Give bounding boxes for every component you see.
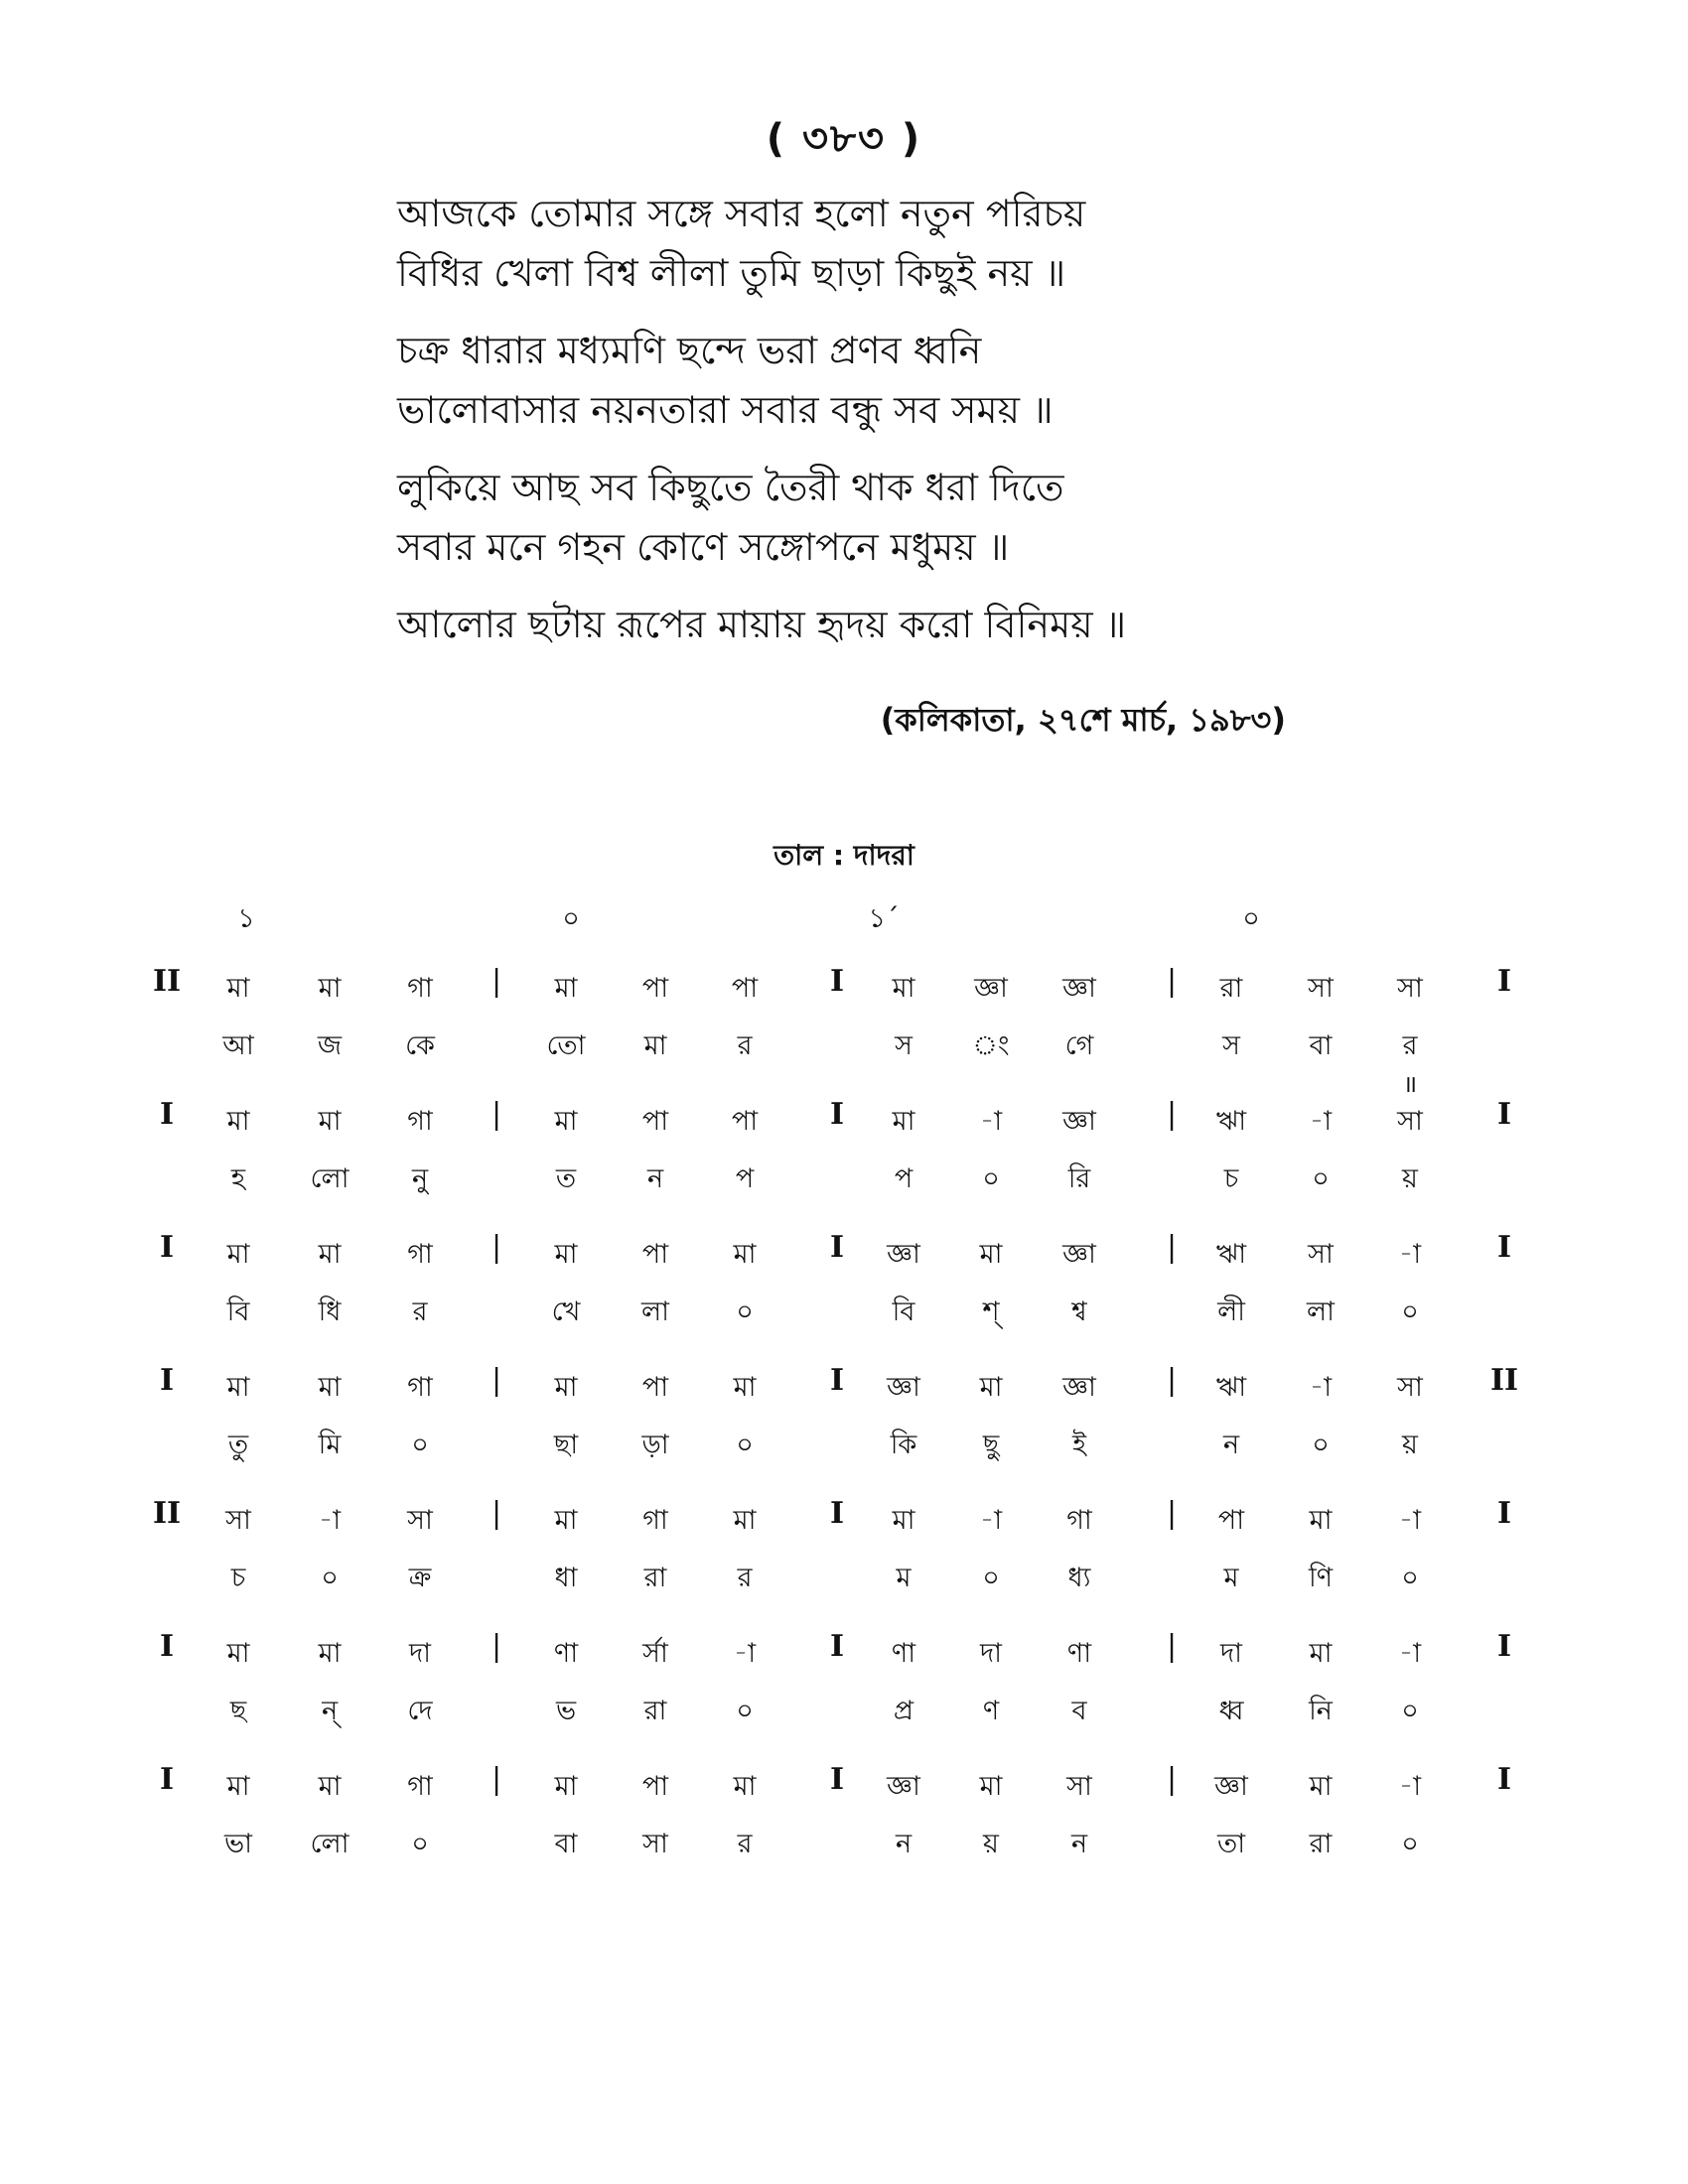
swara-note: মা <box>733 1372 757 1403</box>
lyric-syllable: ম <box>896 1563 912 1593</box>
swara-note: ণা <box>553 1638 579 1669</box>
lyric-syllable: ০ <box>1312 1430 1330 1460</box>
swara-note: -া <box>1398 1638 1422 1669</box>
bar-line: | <box>491 1629 502 1664</box>
swara-note: মা <box>554 1771 578 1802</box>
swara-note: -া <box>1398 1771 1422 1802</box>
swara-note: মা <box>892 1106 915 1137</box>
swara-note: -া <box>1398 1505 1422 1536</box>
bar-line: I <box>159 1363 175 1398</box>
lyric-line: বিধির খেলা বিশ্ব লীলা তুমি ছাড়া কিছুই নয় ॥ <box>397 251 1066 295</box>
swara-note: জ্ঞা <box>887 1239 920 1270</box>
swara-note: সা <box>1066 1771 1092 1802</box>
lyric-syllable: য় <box>983 1829 999 1859</box>
swara-note: পা <box>641 1372 669 1403</box>
swara-note: মা <box>226 973 250 1004</box>
lyric-syllable: য় <box>1402 1430 1418 1460</box>
lyric-syllable: ন <box>895 1829 913 1859</box>
lyric-syllable: ভা <box>224 1829 252 1859</box>
lyric-syllable: ছ <box>229 1696 247 1726</box>
lyric-syllable: ই <box>1071 1430 1087 1460</box>
page-number: ( ৩৮৩ ) <box>766 116 922 162</box>
lyric-syllable: মা <box>643 1030 667 1061</box>
bar-line: II <box>1489 1363 1519 1398</box>
lyric-line: লুকিয়ে আছ সব কিছুতে তৈরী থাক ধরা দিতে <box>397 466 1064 509</box>
swara-note: -া <box>1398 1239 1422 1270</box>
swara-note: সা <box>225 1505 251 1536</box>
lyric-syllable: রা <box>643 1563 667 1593</box>
swara-note: গা <box>407 1106 433 1137</box>
bar-line: | <box>1166 1230 1178 1265</box>
swara-note: পা <box>1217 1505 1245 1536</box>
swara-note: গা <box>407 1771 433 1802</box>
lyric-syllable: ন <box>1070 1829 1088 1859</box>
bar-line: | <box>491 1097 502 1132</box>
bar-line: | <box>491 1762 502 1797</box>
lyric-syllable: ধ্য <box>1067 1563 1091 1593</box>
bar-line: | <box>1166 1762 1178 1797</box>
lyric-syllable: স <box>1222 1030 1240 1061</box>
lyric-syllable: কি <box>890 1430 917 1460</box>
lyric-syllable: তু <box>227 1430 249 1460</box>
bar-line: | <box>491 1363 502 1398</box>
swara-note: গা <box>407 1372 433 1403</box>
swara-note: সা <box>407 1505 433 1536</box>
lyric-syllable: চ <box>1223 1163 1239 1194</box>
lyric-syllable: ০ <box>1401 1297 1419 1327</box>
swara-note: মা <box>318 973 342 1004</box>
bar-line: I <box>1496 1230 1512 1265</box>
swara-note: গা <box>407 1239 433 1270</box>
lyric-syllable: ভ <box>555 1696 577 1726</box>
swara-note: -া <box>979 1106 1003 1137</box>
swara-note: জ্ঞা <box>1062 1239 1096 1270</box>
swara-note: গা <box>1066 1505 1092 1536</box>
swara-note: জ্ঞা <box>887 1372 920 1403</box>
swara-note: মা <box>554 1505 578 1536</box>
lyric-syllable: ০ <box>736 1297 754 1327</box>
swara-note: মা <box>733 1239 757 1270</box>
swara-note: মা <box>554 1372 578 1403</box>
bar-line: I <box>829 1496 845 1531</box>
swara-note: মা <box>318 1239 342 1270</box>
swara-note: ঋা <box>1215 1239 1247 1270</box>
swara-note: মা <box>892 973 915 1004</box>
lyric-syllable: ০ <box>1401 1563 1419 1593</box>
lyric-syllable: গে <box>1064 1030 1094 1061</box>
lyric-syllable: র <box>412 1297 428 1327</box>
lyric-syllable: র <box>737 1030 753 1061</box>
swara-note: পা <box>641 973 669 1004</box>
lyric-line: চক্র ধারার মধ্যমণি ছন্দে ভরা প্রণব ধ্বনি <box>397 329 982 372</box>
swara-note: সা <box>1397 1372 1423 1403</box>
lyric-syllable: প <box>735 1163 755 1194</box>
swara-note: পা <box>731 1106 759 1137</box>
bar-line: I <box>159 1230 175 1265</box>
swara-note: ঋা <box>1215 1106 1247 1137</box>
swara-note: মা <box>979 1372 1003 1403</box>
lyric-syllable: ০ <box>411 1430 429 1460</box>
swara-note: মা <box>1309 1638 1333 1669</box>
lyric-syllable: আ <box>222 1030 254 1061</box>
swara-note: মা <box>733 1505 757 1536</box>
lyric-syllable: হ <box>230 1163 246 1194</box>
bar-line: I <box>829 964 845 999</box>
bar-line: | <box>491 1496 502 1531</box>
lyric-syllable: ০ <box>736 1430 754 1460</box>
bar-line: II <box>152 964 182 999</box>
lyric-line: আলোর ছটায় রূপের মায়ায় হৃদয় করো বিনিময় ॥ <box>397 603 1127 646</box>
swara-note: পা <box>731 973 759 1004</box>
bar-line: I <box>829 1097 845 1132</box>
lyric-syllable: ধ্ব <box>1218 1696 1244 1726</box>
swara-note: র্সা <box>642 1638 668 1669</box>
lyric-syllable: র <box>737 1563 753 1593</box>
swara-note: মা <box>226 1372 250 1403</box>
lyric-line: সবার মনে গহন কোণে সঙ্গোপনে মধুময় ॥ <box>397 525 1010 569</box>
lyric-syllable: মি <box>318 1430 342 1460</box>
swara-note: মা <box>554 1239 578 1270</box>
lyric-line: ভালোবাসার নয়নতারা সবার বন্ধু সব সময় ॥ <box>397 388 1054 432</box>
lyric-syllable: ০ <box>982 1163 1000 1194</box>
lyric-syllable: ক্র <box>408 1563 432 1593</box>
swara-note: মা <box>226 1771 250 1802</box>
lyric-syllable: ০ <box>411 1829 429 1859</box>
swara-note: পা <box>641 1239 669 1270</box>
swara-note: মা <box>554 973 578 1004</box>
swara-note: সা <box>1397 973 1423 1004</box>
lyric-syllable: লো <box>310 1163 350 1194</box>
bar-line: II <box>152 1496 182 1531</box>
swara-note: মা <box>318 1771 342 1802</box>
bar-line: I <box>1496 1762 1512 1797</box>
bar-line: I <box>1496 964 1512 999</box>
swara-note: মা <box>892 1505 915 1536</box>
lyric-syllable: ছু <box>982 1430 1000 1460</box>
swara-note: জ্ঞা <box>1062 1372 1096 1403</box>
swara-note: জ্ঞা <box>1214 1771 1248 1802</box>
lyric-syllable: ন্ <box>321 1696 339 1726</box>
lyric-syllable: র <box>737 1829 753 1859</box>
lyric-syllable: চ <box>230 1563 246 1593</box>
tala-heading: তাল : দাদরা <box>774 839 914 872</box>
section-end-mark: ॥ <box>1402 1070 1418 1098</box>
lyric-syllable: বা <box>1309 1030 1333 1061</box>
lyric-syllable: লা <box>1307 1297 1335 1327</box>
lyric-syllable: ং <box>972 1030 1010 1061</box>
lyric-syllable: নি <box>1309 1696 1333 1726</box>
bar-line: | <box>491 1230 502 1265</box>
composition-dateline: (কলিকাতা, ২৭শে মার্চ, ১৯৮৩) <box>880 701 1286 739</box>
lyric-syllable: বা <box>554 1829 578 1859</box>
lyric-syllable: বি <box>226 1297 250 1327</box>
swara-note: গা <box>407 973 433 1004</box>
lyric-syllable: ড়া <box>641 1430 669 1460</box>
bar-line: | <box>1166 1363 1178 1398</box>
swara-note: -া <box>979 1505 1003 1536</box>
swara-note: দা <box>979 1638 1002 1669</box>
swara-note: মা <box>1309 1771 1333 1802</box>
swara-note: -া <box>733 1638 757 1669</box>
swara-note: রা <box>1219 973 1243 1004</box>
lyric-syllable: কে <box>405 1030 435 1061</box>
lyric-syllable: ব <box>1071 1696 1087 1726</box>
lyric-syllable: ন <box>1222 1430 1240 1460</box>
lyric-syllable: য় <box>1402 1163 1418 1194</box>
swara-note: দা <box>1219 1638 1242 1669</box>
lyric-syllable: রি <box>1067 1163 1091 1194</box>
lyric-syllable: লো <box>310 1829 350 1859</box>
swara-note: ণা <box>891 1638 916 1669</box>
lyric-syllable: শ্ <box>982 1297 1000 1327</box>
lyric-syllable: স <box>895 1030 913 1061</box>
lyric-syllable: ০ <box>1312 1163 1330 1194</box>
lyric-line: আজকে তোমার সঙ্গে সবার হলো নতুন পরিচয় <box>397 192 1086 235</box>
swara-note: মা <box>318 1372 342 1403</box>
lyric-syllable: তা <box>1216 1829 1246 1859</box>
bar-line: I <box>1496 1097 1512 1132</box>
swara-note: জ্ঞা <box>1062 1106 1096 1137</box>
swara-note: মা <box>1309 1505 1333 1536</box>
lyric-syllable: শ্ব <box>1071 1297 1087 1327</box>
lyric-syllable: ধি <box>318 1297 342 1327</box>
swara-note: দা <box>408 1638 431 1669</box>
bar-line: I <box>159 1762 175 1797</box>
lyric-syllable: খে <box>551 1297 581 1327</box>
bar-line: | <box>1166 1097 1178 1132</box>
bar-line: I <box>829 1363 845 1398</box>
swara-note: জ্ঞা <box>887 1771 920 1802</box>
bar-line: I <box>159 1097 175 1132</box>
swara-note: মা <box>226 1638 250 1669</box>
lyric-syllable: লী <box>1217 1297 1245 1327</box>
lyric-syllable: বি <box>892 1297 915 1327</box>
swara-note: -া <box>1309 1106 1333 1137</box>
bar-line: | <box>491 964 502 999</box>
bar-line: | <box>1166 964 1178 999</box>
swara-note: জ্ঞা <box>974 973 1008 1004</box>
bar-line: I <box>1496 1629 1512 1664</box>
swara-note: মা <box>554 1106 578 1137</box>
lyric-syllable: প <box>894 1163 914 1194</box>
swara-note: মা <box>318 1106 342 1137</box>
lyric-syllable: ০ <box>321 1563 339 1593</box>
swara-note: -া <box>318 1505 342 1536</box>
lyric-syllable: রা <box>643 1696 667 1726</box>
lyric-syllable: ত <box>555 1163 577 1194</box>
lyric-syllable: ম <box>1223 1563 1239 1593</box>
bar-line: I <box>829 1230 845 1265</box>
swara-note: সা <box>1308 1239 1334 1270</box>
bar-line: I <box>829 1629 845 1664</box>
bar-line: | <box>1166 1496 1178 1531</box>
lyric-syllable: রা <box>1309 1829 1333 1859</box>
lyric-syllable: জ <box>317 1030 343 1061</box>
swara-note: মা <box>226 1239 250 1270</box>
lyric-syllable: ন <box>646 1163 664 1194</box>
swara-note: সা <box>1308 973 1334 1004</box>
swara-note: পা <box>641 1106 669 1137</box>
bar-line: I <box>1496 1496 1512 1531</box>
beat-marker: ০ <box>562 903 580 934</box>
lyric-syllable: ণি <box>1308 1563 1334 1593</box>
swara-note: গা <box>642 1505 668 1536</box>
swara-note: মা <box>979 1239 1003 1270</box>
bar-line: I <box>829 1762 845 1797</box>
beat-marker: ১´ <box>868 903 900 934</box>
lyric-syllable: সা <box>642 1829 668 1859</box>
lyric-syllable: প্র <box>893 1696 914 1726</box>
lyric-syllable: ০ <box>982 1563 1000 1593</box>
lyric-syllable: ধা <box>554 1563 578 1593</box>
swara-note: সা <box>1397 1106 1423 1137</box>
lyric-syllable: ণ <box>982 1696 1000 1726</box>
swara-note: ঋা <box>1215 1372 1247 1403</box>
swara-note: মা <box>979 1771 1003 1802</box>
swara-note: জ্ঞা <box>1062 973 1096 1004</box>
lyric-syllable: ০ <box>1401 1829 1419 1859</box>
lyric-syllable: দে <box>407 1696 433 1726</box>
lyric-syllable: ছা <box>553 1430 579 1460</box>
lyric-syllable: ০ <box>736 1696 754 1726</box>
swara-note: ণা <box>1066 1638 1092 1669</box>
lyric-syllable: ০ <box>1401 1696 1419 1726</box>
beat-marker: ০ <box>1242 903 1260 934</box>
swara-note: পা <box>641 1771 669 1802</box>
bar-line: I <box>159 1629 175 1664</box>
swara-note: মা <box>226 1106 250 1137</box>
swara-note: -া <box>1309 1372 1333 1403</box>
lyric-syllable: তো <box>546 1030 586 1061</box>
lyric-syllable: নু <box>411 1163 429 1194</box>
lyric-syllable: লা <box>641 1297 669 1327</box>
swara-note: মা <box>318 1638 342 1669</box>
beat-marker: ১ <box>237 903 255 934</box>
lyric-syllable: র <box>1402 1030 1418 1061</box>
swara-note: মা <box>733 1771 757 1802</box>
bar-line: | <box>1166 1629 1178 1664</box>
